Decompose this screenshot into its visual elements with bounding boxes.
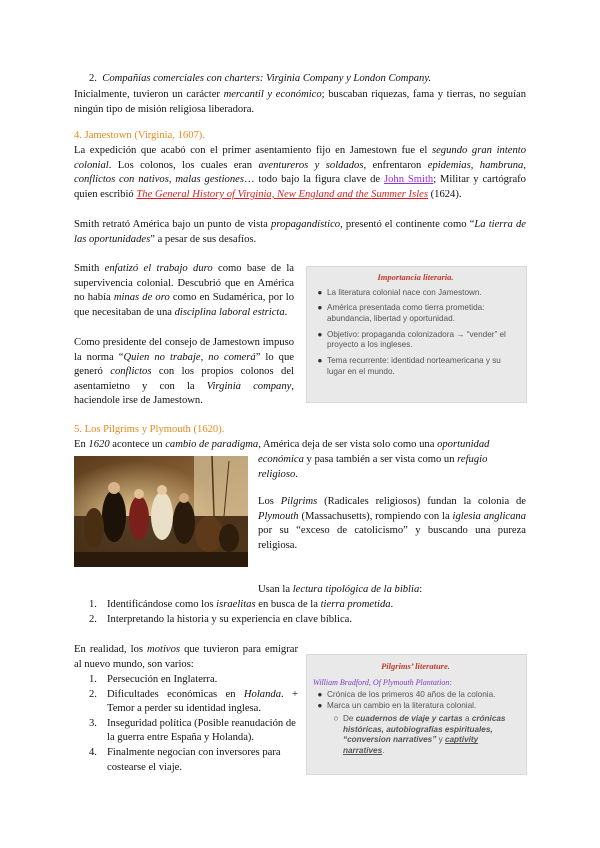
typology-list — [89, 598, 526, 627]
bullet-icon: ● — [317, 329, 323, 339]
bullet-icon: ● — [317, 287, 323, 297]
box-title: Pilgrims’ literature. — [381, 661, 450, 671]
list-item: 4. Finalmente negocian con inversores para costearse el viaje. — [89, 747, 281, 773]
list-item: 1. Identificándose como los israelitas en busca de la tierra prometida. — [89, 599, 394, 610]
bullet-item: ● Tema recurrente: identidad norteamericana y su lugar en el mundo. — [313, 356, 518, 377]
bullet-icon: ● — [317, 701, 323, 711]
paragraph: En realidad, los motivos que tuvieron para emigrar al nuevo mundo, son varios: — [74, 644, 298, 670]
list-item: 3. Inseguridad política (Posible reanudación de la guerra entre España y Holanda). — [89, 717, 296, 744]
list-number: 2. — [89, 73, 97, 84]
bullet-item: ● América presentada como tierra prometida: abundancia, libertad y oportunidad. — [313, 303, 518, 324]
bullet-item: ● Objetivo: propaganda colonizadora → “vender” el proyecto a los ingleses. — [313, 330, 518, 351]
john-smith-link: John Smith — [383, 174, 434, 186]
pilgrims-painting — [74, 456, 248, 567]
paragraph-continued: económica y pasa también a ser vista como un refugio — [258, 454, 488, 465]
painting-image — [74, 456, 248, 567]
paragraph: Los Pilgrims (Radicales religiosos) fundan la colonia de Plymouth (Massachusetts), rompiendo con la iglesia anglicana por su “exceso de catolicismo” y buscando una pureza religiosa. — [258, 496, 526, 551]
section-heading-pilgrims: 5. Los Pilgrims y Plymouth (1620). — [74, 424, 225, 435]
paragraph: Como presidente del consejo de Jamestown impuso la norma “Quien no trabaje, no comerá” lo que generó conflictos con los propios colonos del asentamietno y con la Virginia company, haciendole irse de Jamestown. — [74, 337, 294, 407]
info-box-pilgrims-literature — [306, 654, 527, 775]
bullet-icon: ● — [317, 356, 323, 365]
bullet-item: ● Crónica de los primeros 40 años de la colonia. — [313, 690, 518, 701]
bullet-item: ● La literatura colonial nace con Jamestown. — [313, 288, 518, 299]
paragraph: Usan la lectura tipológica de la biblia: — [258, 584, 423, 595]
intro-paragraph: Inicialmente, tuvieron un carácter mercantil y económico; buscaban riquezas, fama y tierras, no seguían ningún tipo de misión religiosa liberadora. — [74, 89, 527, 115]
paragraph: La expedición que acabó con el primer asentamiento fijo en Jamestown fue el segundo gran intento colonial. Los colonos, los cuales eran aventureros y soldados, enfrentaron epidemias, hambruna, conflictos con nativos, malas gestiones… todo bajo la figura clave de John Smith; Militar y cartógrafo quien escribió The General History of Virginia, New England and the Summer Isles (1624). — [74, 145, 527, 200]
sub-bullet-icon: ○ — [333, 714, 339, 724]
paragraph: En 1620 acontece un cambio de paradigma, América deja de ser vista solo como una oportunidad — [74, 439, 490, 450]
list-item: 1. Persecución en Inglaterra. — [89, 674, 218, 685]
bullet-item: ● Marca un cambio en la literatura colonial. — [313, 701, 518, 712]
book-title: The General History of Virginia, New England and the Summer Isles — [136, 188, 428, 200]
box-subtitle: William Bradford, Of Plymouth Plantation: — [313, 677, 453, 687]
list-item: 2. Dificultades económicas en Holanda. + Temor a perder su identidad inglesa. — [89, 688, 298, 715]
bullet-icon: ● — [317, 303, 323, 313]
bullet-icon: ● — [317, 689, 323, 699]
list-text: Compañías comerciales con charters: Virginia Company y London Company. — [102, 73, 432, 84]
box-title: Importancia literaria. — [377, 272, 454, 282]
motives-list — [89, 673, 298, 775]
paragraph-continued: religioso. — [258, 469, 298, 480]
list-item: 2. Interpretando la historia y su experiencia en clave bíblica. — [89, 613, 353, 625]
info-box-literary-importance — [306, 266, 527, 403]
paragraph: Smith retrató América bajo un punto de vista propagandístico, presentó el continente como “La tierra de las oportunidades” a pesar de sus desafíos. — [74, 219, 526, 245]
paragraph: Smith enfatizó el trabajo duro como base de la supervivencia colonial. Descubrió que en América no había minas de oro como en Sudamérica, por lo que necesitaban de una disciplina laboral estricta. — [74, 263, 295, 318]
section-heading-jamestown: 4. Jamestown (Virginia, 1607). — [74, 130, 205, 141]
list-item — [89, 72, 549, 87]
sub-bullet-item: ○ De cuadernos de viaje y cartas a crónicas históricas, autobiografías espirituales, “conversion narratives” y captivity narratives. — [313, 714, 518, 757]
